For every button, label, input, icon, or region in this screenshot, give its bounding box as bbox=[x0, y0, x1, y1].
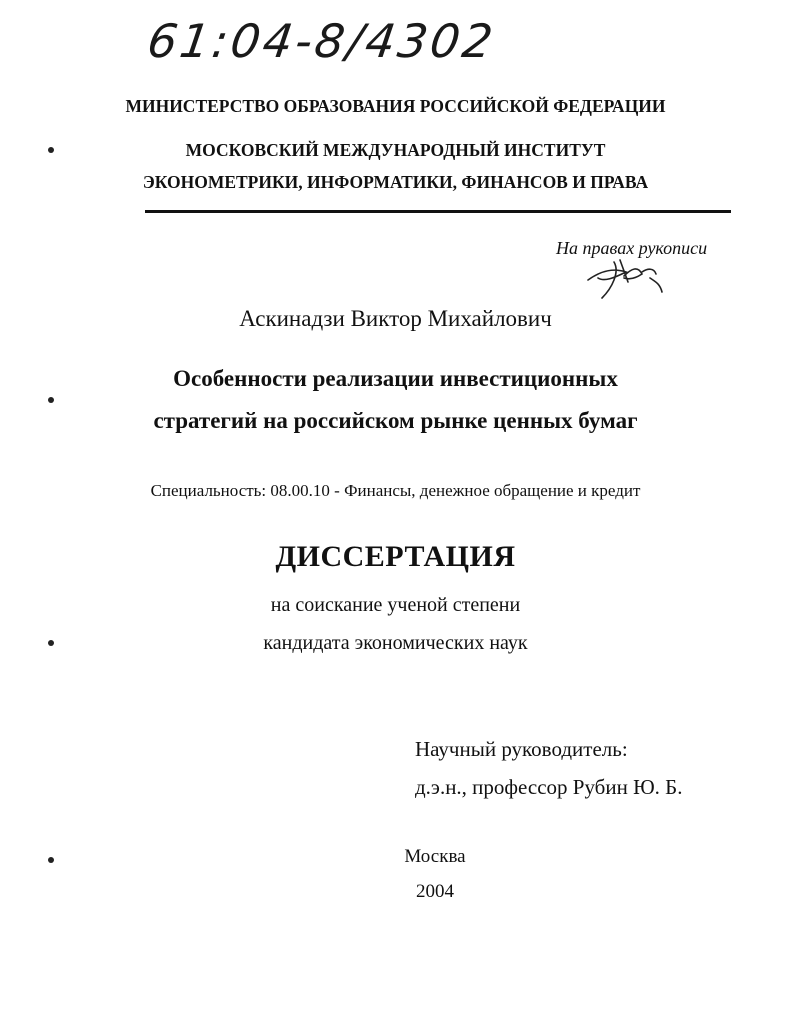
institute-name-line2: ЭКОНОМЕТРИКИ, ИНФОРМАТИКИ, ФИНАНСОВ И ПРАВА bbox=[142, 172, 649, 192]
punch-mark bbox=[48, 397, 54, 403]
punch-mark bbox=[48, 147, 54, 153]
punch-mark bbox=[48, 640, 54, 646]
year: 2004 bbox=[416, 881, 454, 902]
handwritten-signature bbox=[584, 248, 674, 300]
degree-line1: на соискание ученой степени bbox=[270, 594, 521, 616]
dissertation-title-line2: стратегий на российском рынке ценных бумаг bbox=[153, 408, 638, 433]
rights-note: На правах рукописи bbox=[556, 238, 708, 258]
city: Москва bbox=[404, 846, 466, 867]
supervisor-name: д.э.н., профессор Рубин Ю. Б. bbox=[415, 775, 683, 799]
archive-number: 61:04-8/4302 bbox=[144, 14, 499, 68]
author-name: Аскинадзи Виктор Михайлович bbox=[239, 306, 552, 331]
document-type: ДИССЕРТАЦИЯ bbox=[275, 540, 516, 573]
degree-line2: кандидата экономических наук bbox=[263, 632, 528, 654]
supervisor-label: Научный руководитель: bbox=[415, 737, 628, 761]
dissertation-title-line1: Особенности реализации инвестиционных bbox=[173, 366, 618, 391]
ministry-name: МИНИСТЕРСТВО ОБРАЗОВАНИЯ РОССИЙСКОЙ ФЕДЕРАЦИИ bbox=[125, 96, 666, 116]
specialty: Специальность: 08.00.10 - Финансы, денежное обращение и кредит bbox=[150, 481, 641, 500]
header-divider bbox=[145, 210, 731, 213]
punch-mark bbox=[48, 857, 54, 863]
institute-name-line1: МОСКОВСКИЙ МЕЖДУНАРОДНЫЙ ИНСТИТУТ bbox=[185, 140, 606, 160]
